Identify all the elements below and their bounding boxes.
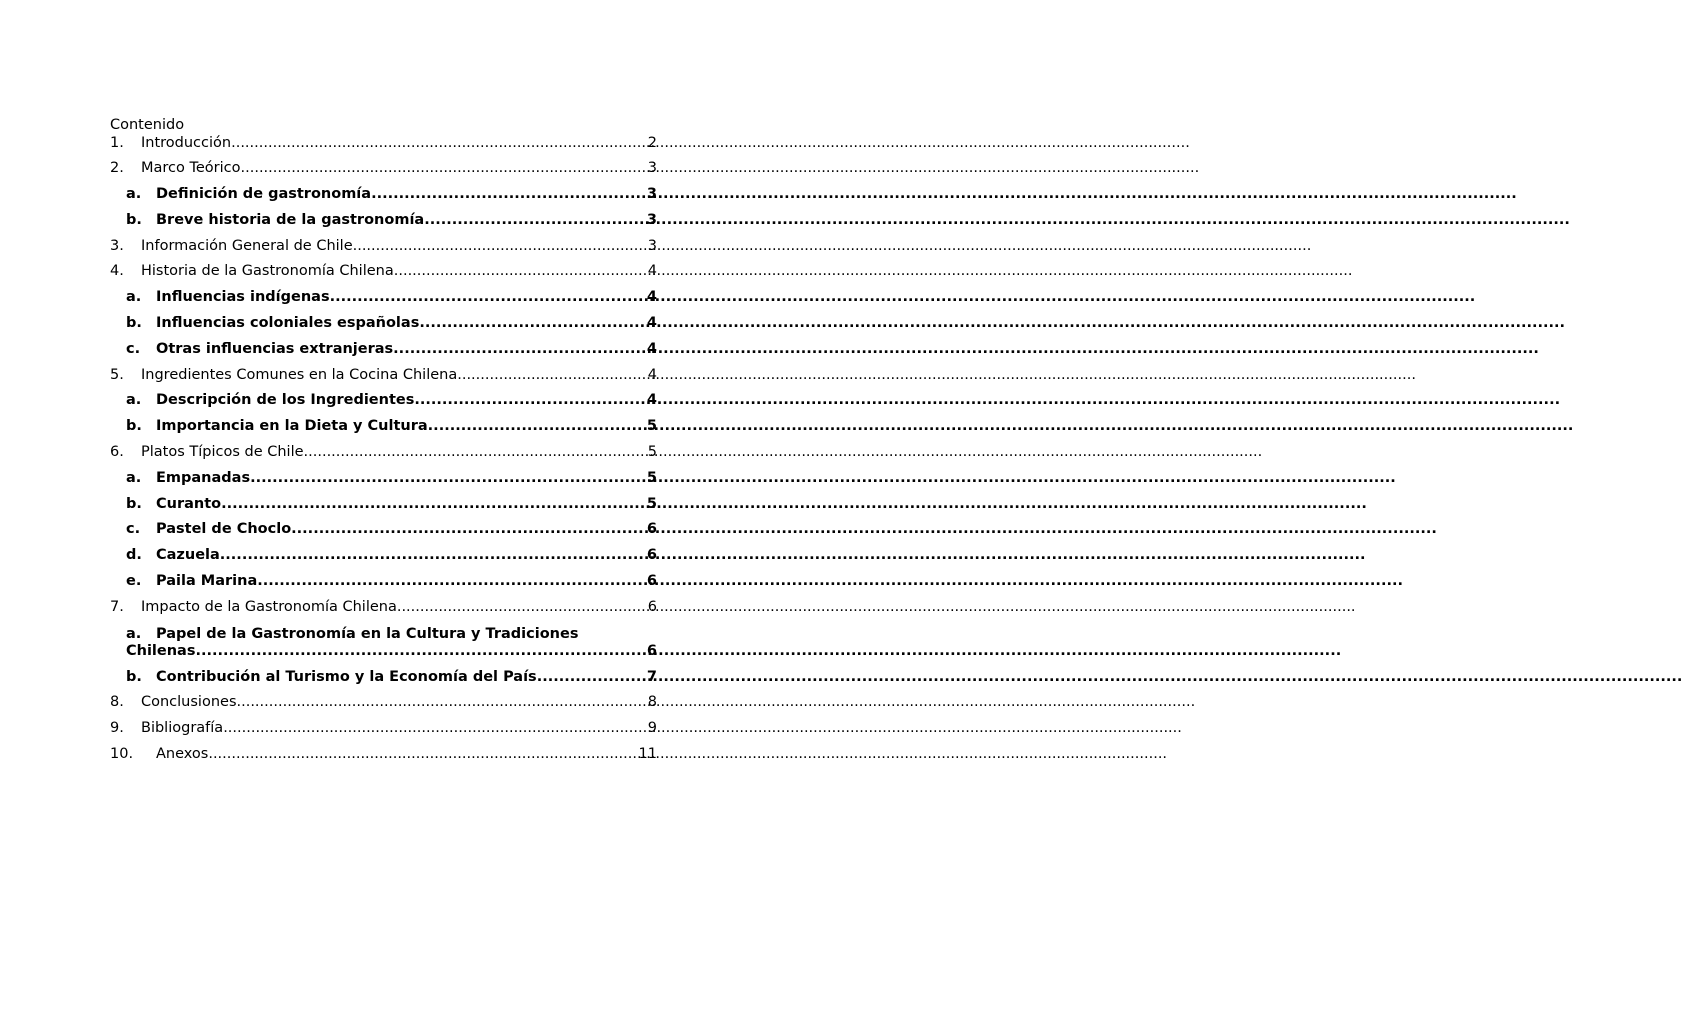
toc-entry-page: 5	[646, 418, 657, 435]
toc-entry-number: c.	[126, 521, 141, 538]
dot-leader	[208, 746, 638, 763]
toc-entry-contribucion-turismo[interactable]	[110, 660, 657, 686]
toc-entry-number: b.	[126, 315, 142, 332]
toc-entry-number: c.	[126, 340, 141, 357]
dot-leader	[424, 212, 647, 229]
toc-entry-number: a.	[126, 186, 142, 203]
dot-leader	[397, 599, 648, 616]
toc-entry-page: 2	[647, 134, 657, 151]
toc-entry-page: 8	[647, 694, 657, 711]
toc-entry-title: Pastel de Choclo	[156, 521, 292, 538]
toc-entry-breve-historia[interactable]	[110, 203, 657, 229]
toc-entry-impacto-gastronomia[interactable]	[110, 590, 657, 616]
toc-entry-title: Importancia en la Dieta y Cultura	[156, 418, 428, 435]
toc-entry-title: Influencias indígenas	[156, 289, 330, 306]
toc-entry-page: 7	[646, 668, 657, 685]
toc-entry-title: Otras influencias extranjeras	[156, 340, 394, 357]
toc-entry-papel-gastronomia[interactable]	[110, 616, 657, 660]
toc-entry-line	[126, 626, 657, 643]
dot-leader	[414, 392, 647, 409]
dot-leader	[257, 573, 647, 590]
toc-entry-page: 3	[646, 211, 657, 228]
toc-entry-historia-gastronomia[interactable]	[110, 255, 657, 281]
toc-entry-number: b.	[126, 418, 142, 435]
toc-entry-influencias-coloniales[interactable]	[110, 306, 657, 332]
toc-entry-number: b.	[126, 211, 142, 228]
toc-entry-conclusiones[interactable]	[110, 686, 657, 712]
toc-list	[110, 134, 657, 763]
toc-entry-title: Influencias coloniales españolas	[156, 315, 420, 332]
toc-entry-title: Breve historia de la gastronomía	[156, 211, 425, 228]
toc-entry-title: Información General de Chile	[141, 237, 353, 254]
toc-entry-number: 8.	[110, 694, 124, 711]
toc-entry-number: a.	[126, 469, 142, 486]
toc-entry-bibliografia[interactable]	[110, 711, 657, 737]
toc-entry-title: Papel de la Gastronomía en la Cultura y Tradiciones	[156, 625, 579, 642]
toc-entry-title: Historia de la Gastronomía Chilena	[141, 263, 394, 280]
toc-entry-page: 6	[646, 547, 657, 564]
toc-entry-page: 4	[647, 366, 657, 383]
toc-entry-page: 4	[646, 340, 657, 357]
dot-leader	[457, 367, 648, 384]
toc-entry-page: 3	[646, 186, 657, 203]
toc-entry-empanadas[interactable]	[110, 461, 657, 487]
toc-entry-title: Descripción de los Ingredientes	[156, 392, 415, 409]
toc-entry-number: 1.	[110, 134, 124, 151]
toc-entry-title-continuation: Chilenas	[126, 642, 196, 659]
toc-entry-title: Ingredientes Comunes en la Cocina Chilena	[141, 366, 458, 383]
toc-entry-title: Curanto	[156, 495, 222, 512]
dot-leader	[428, 418, 647, 435]
toc-entry-number: 2.	[110, 160, 124, 177]
toc-entry-title: Platos Típicos de Chile	[141, 444, 304, 461]
toc-heading: Contenido	[110, 117, 185, 133]
toc-entry-title: Introducción	[141, 134, 232, 151]
toc-entry-title: Anexos	[156, 746, 209, 763]
toc-entry-definicion-gastronomia[interactable]	[110, 177, 657, 203]
toc-entry-number: 4.	[110, 263, 124, 280]
toc-entry-number: 7.	[110, 598, 124, 615]
toc-entry-importancia-dieta[interactable]	[110, 409, 657, 435]
dot-leader	[419, 315, 647, 332]
toc-entry-otras-influencias[interactable]	[110, 332, 657, 358]
toc-entry-number: 9.	[110, 720, 124, 737]
toc-entry-marco-teorico[interactable]	[110, 152, 657, 178]
dot-leader	[330, 289, 647, 306]
toc-entry-title: Cazuela	[156, 547, 220, 564]
toc-entry-curanto[interactable]	[110, 487, 657, 513]
toc-entry-page: 5	[646, 495, 657, 512]
dot-leader	[537, 669, 647, 686]
toc-entry-informacion-general[interactable]	[110, 229, 657, 255]
toc-entry-introduccion[interactable]	[110, 134, 657, 152]
toc-entry-page: 4	[646, 392, 657, 409]
toc-entry-number: a.	[126, 392, 142, 409]
toc-entry-number: 6.	[110, 444, 124, 461]
dot-leader	[393, 341, 647, 358]
dot-leader	[195, 643, 646, 660]
toc-entry-title: Contribución al Turismo y la Economía del País	[156, 668, 537, 685]
dot-leader	[353, 238, 648, 255]
toc-entry-page: 6	[646, 642, 657, 659]
toc-entry-number: d.	[126, 547, 142, 564]
toc-entry-page: 5	[646, 469, 657, 486]
toc-entry-page: 4	[647, 263, 657, 280]
toc-entry-line	[110, 643, 657, 660]
dot-leader	[221, 496, 647, 513]
toc-entry-title: Empanadas	[156, 469, 251, 486]
dot-leader	[231, 135, 648, 152]
dot-leader	[241, 160, 648, 177]
toc-entry-title: Definición de gastronomía	[156, 186, 372, 203]
toc-entry-page: 6	[646, 573, 657, 590]
toc-entry-number: b.	[126, 495, 142, 512]
toc-entry-number: a.	[126, 625, 142, 642]
toc-entry-ingredientes-comunes[interactable]	[110, 358, 657, 384]
toc-entry-number: e.	[126, 573, 142, 590]
dot-leader	[291, 521, 647, 538]
toc-entry-number: 10.	[110, 746, 134, 763]
toc-entry-page: 3	[647, 160, 657, 177]
toc-entry-number: 3.	[110, 237, 124, 254]
toc-entry-page: 4	[646, 289, 657, 306]
toc-entry-page: 11	[638, 746, 657, 763]
dot-leader	[237, 694, 648, 711]
dot-leader	[250, 470, 647, 487]
toc-entry-page: 6	[646, 521, 657, 538]
toc-entry-number: b.	[126, 668, 142, 685]
toc-entry-number: a.	[126, 289, 142, 306]
toc-entry-platos-tipicos[interactable]	[110, 435, 657, 461]
toc-entry-page: 5	[647, 444, 657, 461]
dot-leader	[304, 444, 648, 461]
toc-entry-cazuela[interactable]	[110, 538, 657, 564]
dot-leader	[394, 263, 648, 280]
toc-entry-title: Impacto de la Gastronomía Chilena	[141, 598, 397, 615]
toc-entry-title: Marco Teórico	[141, 160, 241, 177]
toc-entry-title: Conclusiones	[141, 694, 237, 711]
document-page	[0, 0, 768, 1024]
dot-leader	[371, 186, 647, 203]
toc-entry-page: 6	[647, 598, 657, 615]
toc-entry-influencias-indigenas[interactable]	[110, 280, 657, 306]
dot-leader	[223, 720, 648, 737]
toc-entry-number: 5.	[110, 366, 124, 383]
toc-entry-descripcion-ingredientes[interactable]	[110, 384, 657, 410]
toc-entry-page: 4	[646, 315, 657, 332]
toc-entry-title: Bibliografía	[141, 720, 224, 737]
toc-entry-page: 3	[647, 237, 657, 254]
toc-entry-anexos[interactable]	[110, 737, 657, 763]
table-of-contents	[110, 117, 657, 763]
toc-entry-page: 9	[647, 720, 657, 737]
toc-entry-title: Paila Marina	[156, 573, 258, 590]
toc-entry-paila-marina[interactable]	[110, 564, 657, 590]
dot-leader	[220, 547, 647, 564]
toc-entry-pastel-de-choclo[interactable]	[110, 513, 657, 539]
